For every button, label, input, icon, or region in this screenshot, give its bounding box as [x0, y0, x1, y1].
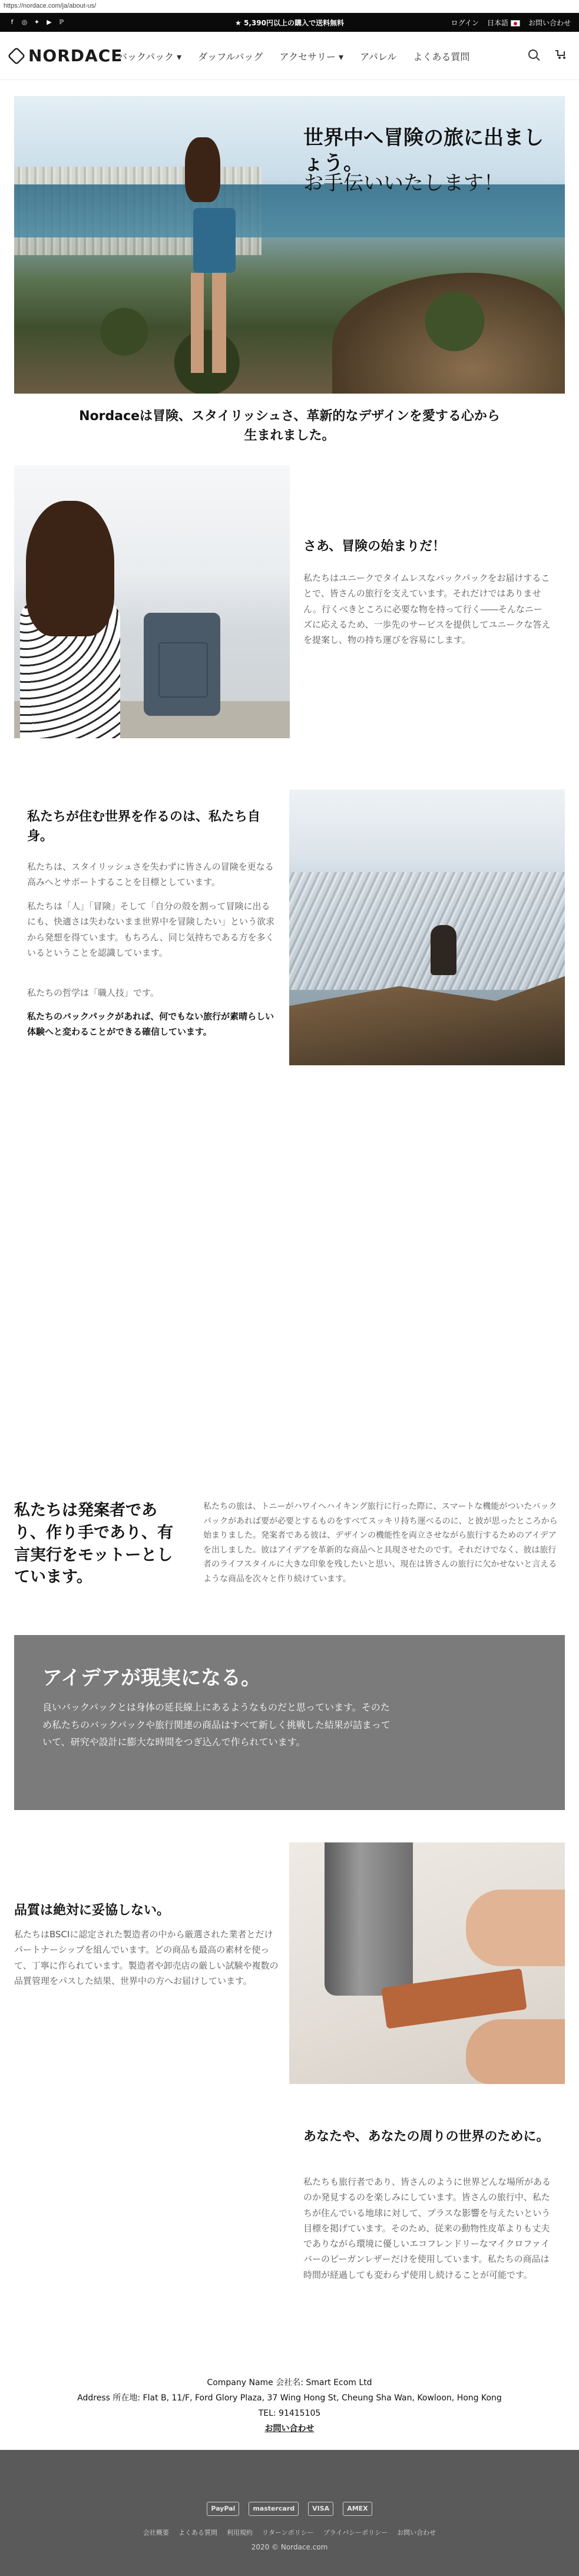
browser-url-bar[interactable]: https://nordace.com/ja/about-us/	[0, 0, 579, 13]
youtube-icon[interactable]: ▶	[47, 18, 52, 26]
footer-link-returns[interactable]: リターンポリシー	[262, 2529, 314, 2537]
section-quality-body: 私たちはBSCIに認定された製造者の中から厳選された業者とだけパートナーシップを組んでいます。どの商品も最高の素材を使って、丁寧に作られています。製造者や卸売店の厳しい試験や複数の品質管理をパスした結果、世界中の方へお届けしています。	[14, 1929, 279, 1986]
company-name: Company Name 会社名: Smart Ecom Ltd	[207, 2378, 372, 2387]
footer-link-faq[interactable]: よくある質問	[178, 2529, 217, 2537]
footer-link-about[interactable]: 会社概要	[143, 2529, 169, 2537]
section-adventure-heading: さあ、冒険の始まりだ！	[303, 539, 446, 554]
section-quality-heading: 品質は絶対に妥協しない。	[14, 1903, 170, 1918]
section-world-around-heading: あなたや、あなたの周りの世界のために。	[303, 2129, 550, 2144]
section-creators-heading: 私たちは発案者であり、作り手であり、有言実行をモットーとしています。	[14, 1501, 173, 1587]
intro-statement: Nordaceは冒険、スタイリッシュさ、革新的なデザインを愛する心から生まれました。	[79, 409, 500, 443]
section-creators-body: 私たちの旅は、トニーがハワイへハイキング旅行に行った際に、スマートな機能がついたバックパックがあれば要が必要とするものをすべてスッキリ持ち運べるのに、と彼が思ったところから始まりました。発案者である彼は、デザインの機能性を両立させながら旅行するためのアイデアを出しました。彼はアイデアを革新的な商品へと具現させたのです。それだけでなく、彼は旅行者のライフスタイルに大きな印象を残したいと思い、現在は皆さんの旅行に欠かせないと言えるような商品を次々と作り続けています。	[203, 1502, 558, 1584]
section-world-around-body: 私たちも旅行者であり、皆さんのように世界どんな場所があるのか発見するのを楽しみにしています。皆さんの旅行中、私たちが住んでいる地球に対して、プラスな影響を与えたいという目標を掲げています。そのため、従来の動物性皮革よりも丈夫でありながら環境に優しいエコフレンドリーなマイクロファイバーのビーガンレザーだけを使用しています。私たちの商品は時間が経過しても変わらず使用し続けることが可能です。	[303, 2177, 551, 2280]
idea-banner	[14, 1635, 565, 1810]
cart-icon[interactable]	[555, 49, 566, 59]
language-selector[interactable]	[487, 18, 520, 28]
paypal-icon: PayPal	[207, 2502, 239, 2516]
footer-link-contact[interactable]: お問い合わせ	[397, 2529, 436, 2537]
visa-icon: VISA	[308, 2502, 333, 2516]
amex-icon: AMEX	[343, 2502, 372, 2516]
contact-us-link[interactable]: お問い合わせ	[264, 2423, 315, 2433]
footer	[0, 2450, 579, 2576]
hero-title: 世界中へ冒険の旅に出ましょう。	[303, 126, 544, 175]
woman-with-backpack-photo	[14, 465, 290, 738]
cliff-city-view-photo	[289, 790, 565, 1065]
footer-link-privacy[interactable]: プライバシーポリシー	[323, 2529, 388, 2537]
search-icon[interactable]	[528, 49, 538, 59]
login-link[interactable]: ログイン	[451, 19, 479, 27]
japan-flag-icon	[511, 20, 520, 27]
nav-menu	[118, 49, 469, 63]
pinterest-icon[interactable]: ℙ	[59, 18, 64, 26]
sewing-machine-photo	[289, 1842, 565, 2084]
main-navigation	[0, 32, 579, 80]
hero-subtitle: お手伝いいたします！	[303, 171, 504, 195]
footer-links	[0, 2528, 579, 2537]
twitter-icon[interactable]: ✦	[34, 18, 40, 26]
instagram-icon[interactable]: ◎	[21, 18, 28, 26]
payment-methods	[0, 2502, 579, 2516]
section-world-bold-paragraph: 私たちのバックパックがあれば、何でもない旅行が素晴らしい体験へと変わることができる確信しています。	[27, 1011, 274, 1038]
logo-mark-icon	[8, 47, 26, 65]
nav-item-duffel-bags[interactable]: ダッフルバッグ	[198, 51, 263, 62]
section-adventure-body: 私たちはユニークでタイムレスなバックパックをお届けすることで、皆さんの旅行を支えています。それだけではありません。行くべきところに必要な物を持って行く――そんなニーズに応えるため、一歩先のサービスを提供してユニークな答えを提案し、物の持ち運びを容易にします。	[303, 573, 551, 645]
idea-body: 良いバックパックとは身体の延長線上にあるようなものだと思っています。そのため私たちのバックパックや旅行関連の商品はすべて新しく挑戦した結果が詰まっていて、研究や設計に膨大な時間をつぎ込んで作られています。	[42, 1702, 391, 1748]
section-world-paragraph: 私たちの哲学は「職人技」です。	[27, 988, 159, 998]
logo-wordmark: NORDACE	[28, 46, 123, 65]
facebook-icon[interactable]: f	[11, 18, 14, 26]
company-tel: TEL: 91415105	[258, 2408, 321, 2418]
footer-link-terms[interactable]: 利用規約	[226, 2529, 253, 2537]
nav-icons	[528, 49, 566, 59]
topbar-right	[451, 18, 571, 28]
company-address: Address 所在地: Flat B, 11/F, Ford Glory Plaza, 37 Wing Hong St, Cheung Sha Wan, Kowloon, Hong Kong	[77, 2393, 502, 2403]
nav-item-apparel[interactable]: アパレル	[360, 51, 397, 62]
nordace-logo[interactable]	[8, 46, 123, 65]
top-announcement-bar	[0, 13, 579, 32]
hiker-figure	[167, 137, 244, 373]
mastercard-icon: mastercard	[249, 2502, 299, 2516]
contact-link[interactable]: お問い合わせ	[528, 19, 571, 27]
idea-heading: アイデアが現実になる。	[42, 1666, 261, 1690]
free-shipping-promo: ★ 5,390円以上の購入で送料無料	[235, 19, 344, 27]
company-contact-info	[0, 2376, 579, 2437]
section-world-paragraph: 私たちは、スタイリッシュさを失わずに皆さんの冒険を更なる高みへとサポートすることを目標としています。	[27, 861, 274, 888]
nav-item-accessories[interactable]: アクセサリー ▾	[279, 51, 344, 62]
nav-item-faq[interactable]: よくある質問	[413, 51, 470, 62]
section-world-heading: 私たちが住む世界を作るのは、私たち自身。	[27, 810, 261, 844]
nav-item-backpacks[interactable]: バックパック ▾	[118, 51, 182, 62]
copyright: 2020 © Nordace.com	[251, 2543, 328, 2551]
language-label: 日本語	[487, 19, 508, 27]
section-world-paragraph: 私たちは「人」「冒険」そして「自分の殻を割って冒険に出るにも、快適さは失わないまま世界中を冒険したい」という欲求から発想を得ています。もちろん、同じ気持ちである方を多くいるということを認識しています。	[27, 901, 275, 958]
